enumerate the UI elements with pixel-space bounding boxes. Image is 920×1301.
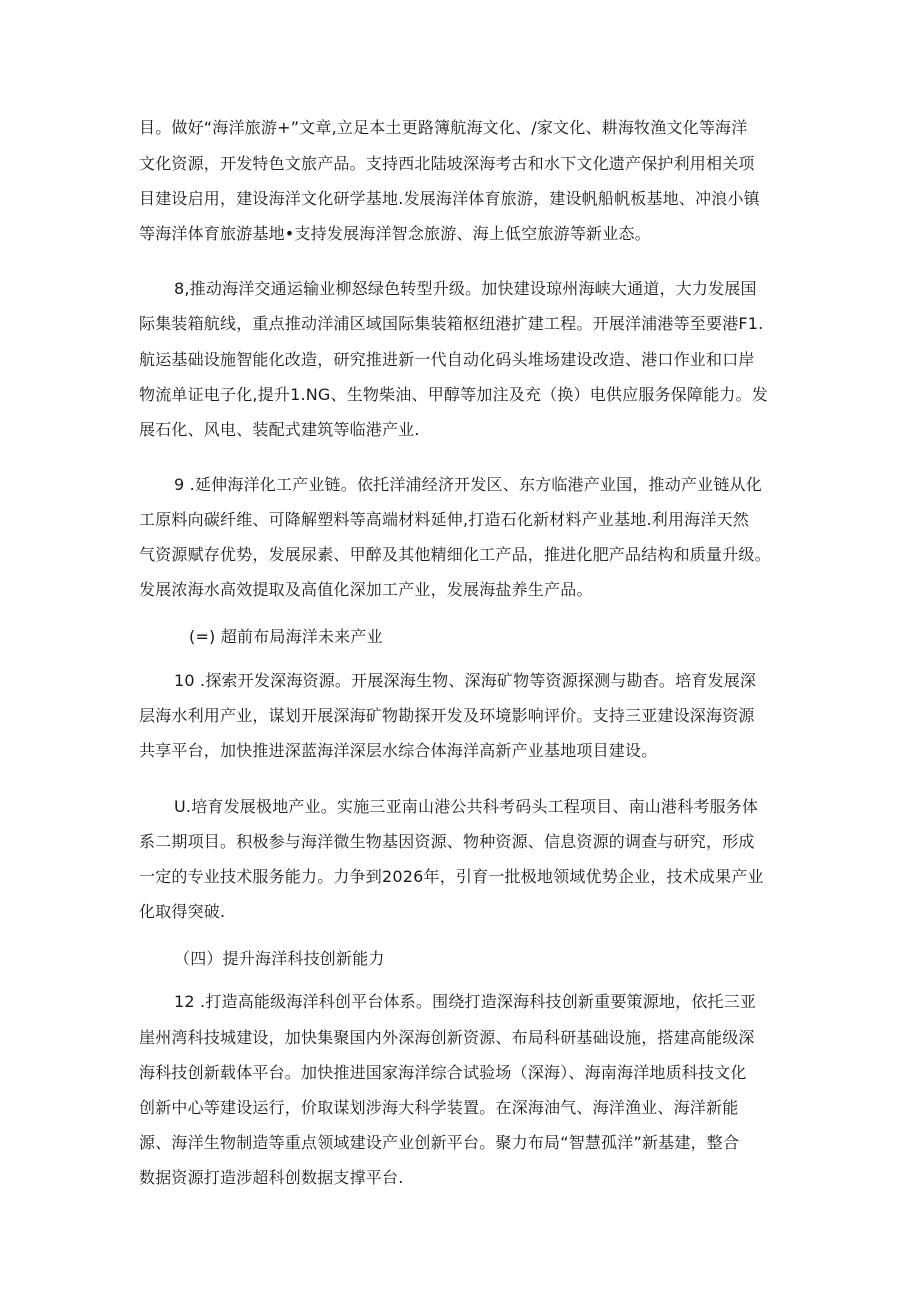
text-line: 12 .打造高能级海洋科创平台体系。围绕打造深海科技创新重要策源地，依托三亚: [174, 992, 757, 1011]
text-line: 目。做好“海洋旅游+”文章,立足本土更路簿航海文化、/家文化、耕海牧渔文化等海洋: [139, 118, 748, 137]
text-line: 海科技创新载体平台。加快推进国家海洋综合试验场（深海）、海南海洋地质科技文化: [139, 1063, 747, 1082]
text-line: 等海洋体育旅游基地•支持发展海洋智念旅游、海上低空旅游等新业态。: [139, 224, 651, 243]
text-line: 10 .探索开发深海资源。开展深海生物、深海矿物等资源探测与勘杳。培育发展深: [174, 671, 757, 690]
section-heading: （四）提升海洋科技创新能力: [174, 949, 385, 968]
text-line: 数据资源打造涉超科创数据支撑平台.: [139, 1168, 404, 1187]
text-line: 气资源赋存优势，发展尿素、甲醉及其他精细化工产品，推进化肥产品结构和质量升级。: [139, 545, 771, 564]
text-line: 层海水利用产业，谋划开展深海矿物勘探开发及环境影响评价。支持三亚建设深海资源: [139, 706, 755, 725]
text-line: 崖州湾科技城建设，加快集聚国内外深海创新资源、布局科研基础设施，搭建高能级深: [139, 1028, 755, 1047]
section-heading: (=) 超前布局海洋未来产业: [189, 627, 383, 646]
text-line: 际集装箱航线，重点推动洋浦区域国际集装箱枢纽港扩建工程。开展洋浦港等至要港F1.: [139, 314, 764, 333]
text-line: 化取得突破.: [139, 902, 226, 921]
text-line: 共享平台，加快推进深蓝海洋深层水综合体海洋高新产业基地项目建设。: [139, 741, 658, 760]
text-line: 创新中心等建设运行，价取谋划涉海大科学装置。在深海油气、海洋渔业、海洋新能: [139, 1098, 739, 1117]
text-line: 目建设启用，建设海洋文化研学基地.发展海洋体育旅游，建设帆船帆板基地、冲浪小镇: [139, 189, 760, 208]
text-line: 源、海洋生物制造等重点领域建设产业创新平台。聚力布局“智慧孤洋”新基建，整合: [139, 1133, 740, 1152]
text-line: 发展浓海水高效提取及高值化深加工产业，发展海盐养生产品。: [139, 580, 593, 599]
text-line: U.培育发展极地产业。实施三亚南山港公共科考码头工程项目、南山港科考服务体: [174, 797, 759, 816]
text-line: 系二期项目。积极参与海洋微生物基因资源、物种资源、信息资源的调查与研究，形成: [139, 832, 755, 851]
text-line: 物流单证电子化,提升1.NG、生物柴油、甲醇等加注及充（换）电供应服务保障能力。发: [139, 385, 768, 404]
text-line: 8,推动海洋交通运输业柳怒绿色转型升级。加快建设琼州海峡大通道，大力发展国: [174, 279, 757, 298]
text-line: 航运基础设施智能化改造，研究推进新一代自动化码头堆场建设改造、港口作业和口岸: [139, 350, 755, 369]
text-line: 工原料向碳纤维、可降解塑料等高端材料延伸,打造石化新材料产业基地.利用海洋天然: [139, 510, 749, 529]
text-line: 文化资源，开发特色文旅产品。支持西北陆坡深海考古和水下文化遗产保护利用相关项: [139, 154, 755, 173]
text-line: 9 .延伸海洋化工产业链。依托洋浦经济开发区、东方临港产业国，推动产业链从化: [174, 475, 762, 494]
text-line: 一定的专业技术服务能力。力争到2026年，引育一批极地领域优势企业，技术成果产业: [139, 867, 764, 886]
text-line: 展石化、风电、装配式建筑等临港产业.: [139, 420, 420, 439]
